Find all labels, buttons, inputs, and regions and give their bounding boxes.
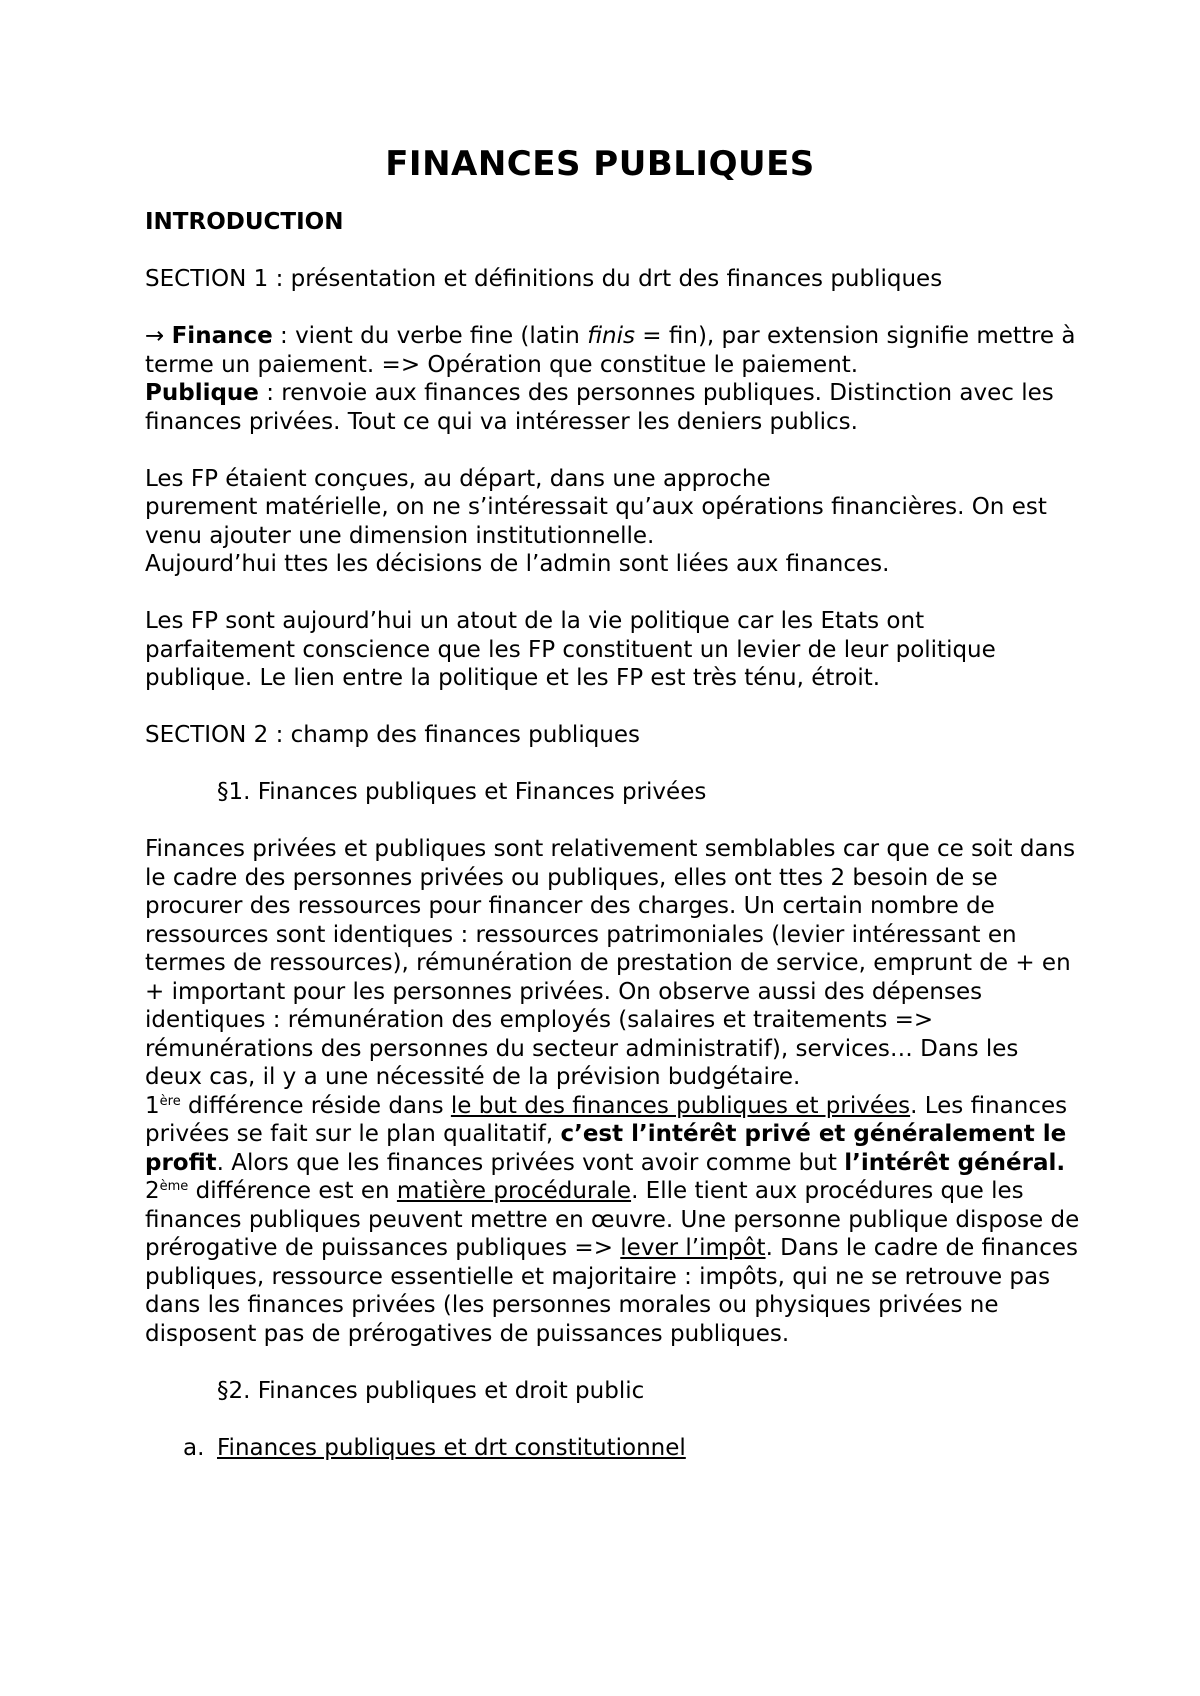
subsection-1-heading: §1. Finances publiques et Finances privées [217,779,707,805]
introduction-heading: INTRODUCTION [145,209,344,235]
paragraph-fp-politique: Les FP sont aujourd’hui un atout de la vie politique car les Etats ont parfaitement conscience que les FP constituent un levier de leur politique publique. Le lien entre la politique et les FP est très ténu, étroit. [145,608,996,691]
paragraph-definitions: → Finance : vient du verbe fine (latin finis = fin), par extension signifie mettre à terme un paiement. => Opération que constitue le paiement. Publique : renvoie aux finances des personnes publiques. Distinction avec les finances privées. Tout ce qui va intéresser les deniers publics. [145,323,1076,435]
finis-term: finis [587,323,635,349]
section-2-heading: SECTION 2 : champ des finances publiques [145,722,641,748]
underlined-tax: lever l’impôt [620,1235,766,1261]
paragraph-first-difference: 1ère différence réside dans le but des finances publiques et privées. Les finances privées se fait sur le plan qualitatif, c’est l’intérêt privé et généralement le profit. Alors que les finances privées vont avoir comme but l’intérêt général. [145,1092,1068,1176]
list-item-a [145,1434,1080,1463]
publique-term: Publique [145,380,259,406]
paragraph-second-difference: 2ème différence est en matière procédurale. Elle tient aux procédures que les finances publiques peuvent mettre en œuvre. Une personne publique dispose de prérogative de puissances publiques => lever l’impôt. Dans le cadre de finances publiques, ressource essentielle et majoritaire : impôts, qui ne se retrouve pas dans les finances privées (les personnes morales ou physiques privées ne disposent pas de prérogatives de puissances publiques. [145,1178,1080,1347]
finance-term: Finance [171,323,273,349]
list-item-a-text: Finances publiques et drt constitutionnel [217,1434,686,1461]
underlined-goal: le but des finances publiques et privées [450,1092,911,1119]
document-title: FINANCES PUBLIQUES [385,144,815,184]
subsection-2-heading: §2. Finances publiques et droit public [217,1377,645,1404]
underlined-procedural: matière procédurale [396,1178,632,1204]
arrow-glyph: → [145,323,165,349]
bold-private-interest: c’est l’intérêt privé et généralement le profit [145,1121,1067,1176]
section-1-heading: SECTION 1 : présentation et définitions du drt des finances publiques [145,266,943,292]
paragraph-similarities: Finances privées et publiques sont relativement semblables car que ce soit dans le cadre des personnes privées ou publiques, elles ont ttes 2 besoin de se procurer des ressources pour financer des charges. Un certain nombre de ressources sont identiques : ressources patrimoniales (levier intéressant en termes de ressources), rémunération de prestation de service, emprunt de + en + important pour les personnes privées. On observe aussi des dépenses identiques : rémunération des employés (salaires et traitements => rémunérations des personnes du secteur administratif), services… Dans les deux cas, il y a une nécessité de la prévision budgétaire. [145,836,1076,1090]
bold-general-interest: l’intérêt général. [844,1149,1066,1176]
list-marker: a. [183,1434,205,1461]
paragraph-fp-conception: Les FP étaient conçues, au départ, dans une approche purement matérielle, on ne s’intéressait qu’aux opérations financières. On est venu ajouter une dimension institutionnelle. Aujourd’hui ttes les décisions de l’admin sont liées aux finances. [145,465,1047,577]
